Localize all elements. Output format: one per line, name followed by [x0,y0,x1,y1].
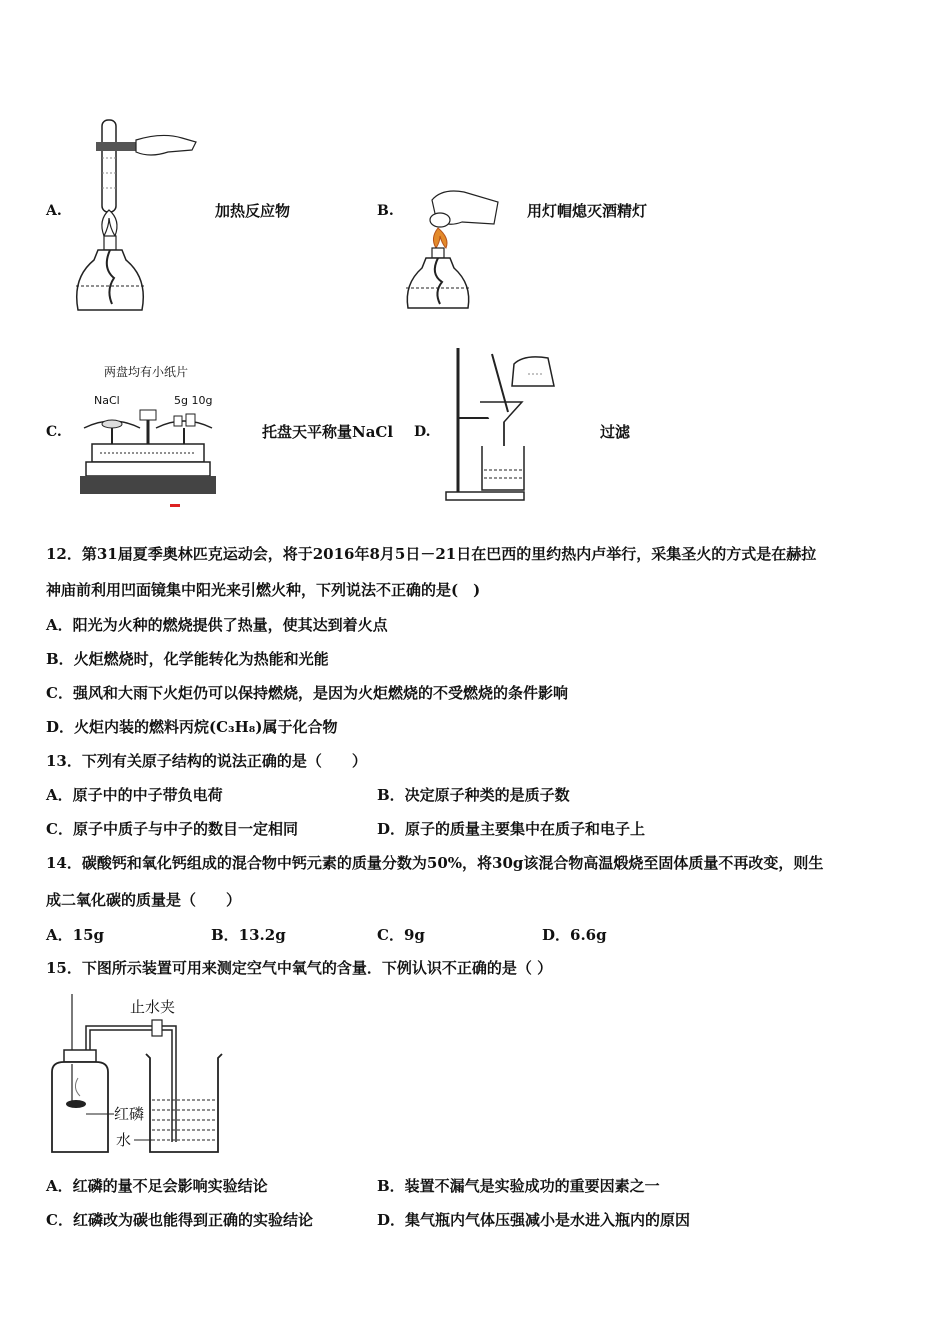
balance-note: 两盘均有小纸片 [104,365,189,379]
option-c-letter: C. [46,424,62,440]
balance-right-label: 5g 10g [174,394,213,407]
lamp-cap-figure [402,188,507,313]
q15-stem: 15．下图所示装置可用来测定空气中氧气的含量．下例认识不正确的是（ ） [46,959,553,977]
water-label: 水 [116,1131,132,1149]
q14-stem-line2: 成二氧化碳的质量是（ ） [46,891,242,909]
q12-option-b: B．火炬燃烧时，化学能转化为热能和光能 [46,650,329,668]
q12-stem-line1: 12．第31届夏季奥林匹克运动会，将于2016年8月5日－21日在巴西的里约热内卢举行，采集圣火的方式是在赫拉 [46,545,817,563]
q13-option-a: A．原子中的中子带负电荷 [46,786,223,804]
option-b-letter: B. [377,203,394,219]
clamp-label: 止水夹 [130,998,176,1016]
q13-stem: 13．下列有关原子结构的说法正确的是（ ） [46,752,367,770]
q12-option-a: A．阳光为火种的燃烧提供了热量，使其达到着火点 [46,616,388,634]
heating-test-tube-figure [72,118,202,318]
phosphorus-label: 红磷 [114,1105,145,1123]
q13-option-d: D．原子的质量主要集中在质子和电子上 [377,820,646,838]
option-a-letter: A. [46,203,62,219]
q14-option-d: D．6.6g [542,926,607,944]
option-c-caption: 托盘天平称量NaCl [262,423,394,441]
q15-option-b: B．装置不漏气是实验成功的重要因素之一 [377,1177,660,1195]
q14-stem-line1: 14．碳酸钙和氧化钙组成的混合物中钙元素的质量分数为50%，将30g该混合物高温煅烧至固体质量不再改变，则生 [46,854,824,872]
q14-option-a: A．15g [46,926,105,944]
q15-option-c: C．红磷改为碳也能得到正确的实验结论 [46,1211,313,1229]
q12-stem-line2: 神庙前利用凹面镜集中阳光来引燃火种，下列说法不正确的是( ) [46,581,481,599]
balance-figure [78,362,218,510]
q13-option-b: B．决定原子种类的是质子数 [377,786,570,804]
oxygen-measurement-apparatus [46,992,236,1157]
option-d-caption: 过滤 [600,423,631,441]
q15-option-d: D．集气瓶内气体压强减小是水进入瓶内的原因 [377,1211,691,1229]
balance-left-label: NaCl [94,394,120,407]
q12-option-c: C．强风和大雨下火炬仍可以保持燃烧，是因为火炬燃烧的不受燃烧的条件影响 [46,684,568,702]
q14-option-c: C．9g [377,926,425,944]
q12-option-d: D．火炬内装的燃料丙烷(C₃H₈)属于化合物 [46,718,338,736]
filtration-figure [444,346,564,506]
q14-option-b: B．13.2g [211,926,286,944]
option-a-caption: 加热反应物 [215,202,291,220]
option-d-letter: D. [414,424,431,440]
q13-option-c: C．原子中质子与中子的数目一定相同 [46,820,298,838]
option-b-caption: 用灯帽熄灭酒精灯 [527,202,648,220]
q15-option-a: A．红磷的量不足会影响实验结论 [46,1177,268,1195]
